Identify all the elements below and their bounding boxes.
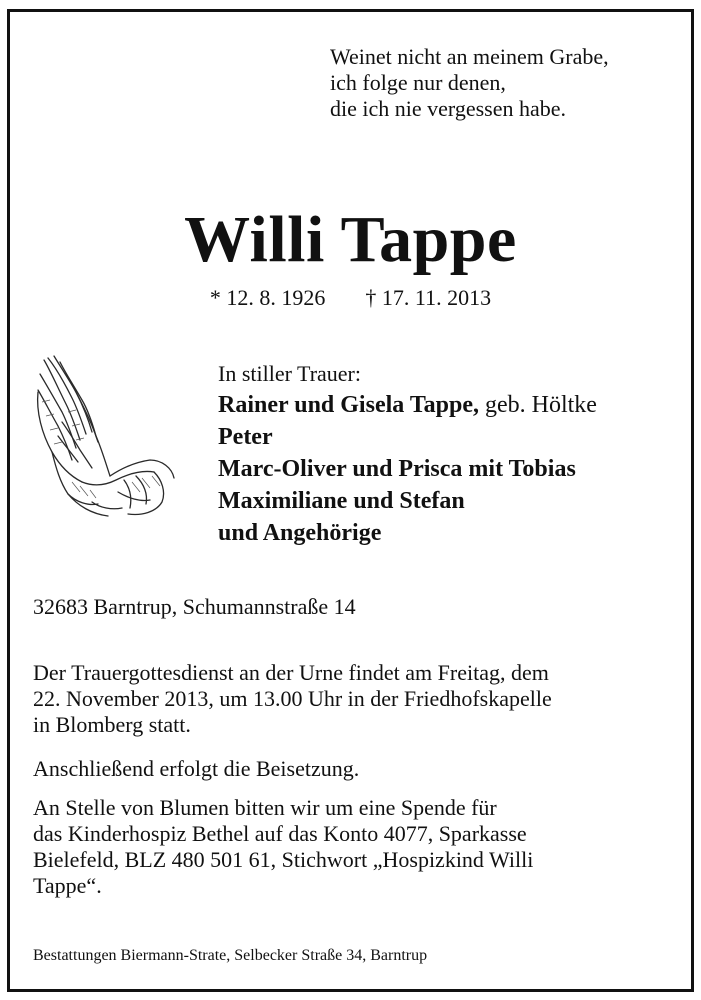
paragraph-line: Der Trauergottesdienst an der Urne findet am Freitag, dem [33,660,549,685]
paragraph-line: in Blomberg statt. [33,712,191,737]
service-paragraph [33,660,683,738]
paragraph-line: das Kinderhospiz Bethel auf das Konto 4077, Sparkasse [33,821,527,846]
burial-paragraph [33,756,683,782]
deceased-name: Willi Tappe [184,203,517,276]
mourner-line: Maximiliane und Stefan [218,488,465,514]
paragraph-line: 22. November 2013, um 13.00 Uhr in der Friedhofskapelle [33,686,552,711]
mourners-list [218,359,688,549]
birth-date: * 12. 8. 1926 [209,285,326,310]
mourner-line: und Angehörige [218,520,382,546]
funeral-home: Bestattungen Biermann-Strate, Selbecker Straße 34, Barntrup [33,947,428,964]
mourner-line [218,389,688,421]
mourner-line: Marc-Oliver und Prisca mit Tobias [218,456,576,482]
life-dates [0,284,701,312]
motto-verse [330,44,680,122]
mourner-line: Peter [218,424,273,450]
death-date: † 17. 11. 2013 [365,285,492,310]
motto-line: die ich nie vergessen habe. [330,96,567,121]
paragraph-line: Bielefeld, BLZ 480 501 61, Stichwort „Hospizkind Willi [33,847,534,872]
motto-line: Weinet nicht an meinem Grabe, [330,44,609,69]
paragraph-line: An Stelle von Blumen bitten wir um eine Spende für [33,795,497,820]
mourners-intro: In stiller Trauer: [218,361,361,386]
paragraph-line: Anschließend erfolgt die Beisetzung. [33,756,360,781]
praying-hands-icon [32,352,176,522]
maiden-name: geb. Höltke [478,392,597,418]
mourner-name: Rainer und Gisela Tappe, [218,392,479,418]
donation-paragraph [33,795,683,899]
family-address: 32683 Barntrup, Schumannstraße 14 [33,594,356,619]
paragraph-line: Tappe“. [33,873,102,898]
motto-line: ich folge nur denen, [330,70,506,95]
